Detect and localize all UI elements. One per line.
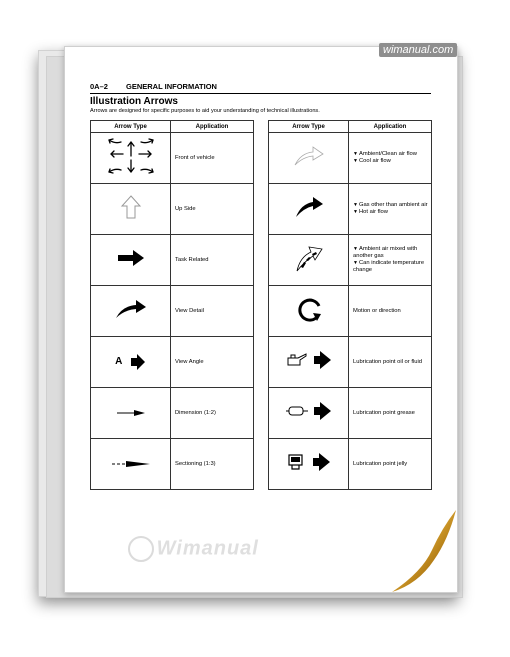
application-bullet: ▼ Gas other than ambient air (353, 202, 431, 209)
application-cell: Motion or direction (349, 286, 432, 337)
table-row (91, 337, 254, 388)
application-cell (349, 133, 432, 184)
application-bullet: ▼ Can indicate temperature change (353, 260, 431, 274)
motion-direction-arrow-icon (294, 296, 324, 322)
table-row (269, 235, 432, 286)
oil-can-arrow-icon (284, 349, 334, 371)
front-of-vehicle-arrows-icon (101, 134, 161, 178)
header-arrow-type: Arrow Type (91, 121, 171, 133)
watermark-top: wimanual.com (379, 43, 457, 57)
grease-gun-arrow-icon (284, 400, 334, 422)
arrow-type-cell (91, 235, 171, 286)
table-row (91, 439, 254, 490)
section-title: GENERAL INFORMATION (126, 82, 217, 91)
application-cell: Front of vehicle (171, 133, 254, 184)
page-header (90, 81, 431, 94)
dimension-arrow-icon (116, 409, 146, 417)
arrow-type-cell (269, 235, 349, 286)
application-cell: View Angle (171, 337, 254, 388)
arrow-type-cell (91, 286, 171, 337)
arrow-type-cell (269, 388, 349, 439)
application-cell (349, 235, 432, 286)
table-row (269, 286, 432, 337)
table-row (269, 388, 432, 439)
view-angle-letter: A (115, 356, 123, 368)
arrow-type-cell (269, 337, 349, 388)
arrow-type-cell (91, 439, 171, 490)
arrow-type-cell (91, 388, 171, 439)
sectioning-arrow-icon (111, 460, 151, 468)
page-number: 0A–2 (90, 82, 108, 91)
application-cell: View Detail (171, 286, 254, 337)
application-cell: Lubrication point oil or fluid (349, 337, 432, 388)
application-cell: Task Related (171, 235, 254, 286)
arrow-type-cell (269, 439, 349, 490)
arrow-type-cell (91, 337, 171, 388)
application-cell: Sectioning (1:3) (171, 439, 254, 490)
application-cell: Dimension (1:2) (171, 388, 254, 439)
page-curl-icon (388, 510, 458, 595)
arrow-table-left (90, 120, 254, 490)
table-row (91, 388, 254, 439)
mixed-air-arrow-icon (293, 243, 325, 273)
application-cell: Up Side (171, 184, 254, 235)
table-header-row (91, 121, 254, 133)
application-bullet: ▼ Hot air flow (353, 209, 431, 216)
table-row (91, 133, 254, 184)
page-title: Illustration Arrows (90, 96, 178, 107)
watermark-logo-icon (128, 536, 154, 562)
header-application: Application (349, 121, 432, 133)
arrow-type-cell (91, 184, 171, 235)
application-cell: Lubrication point jelly (349, 439, 432, 490)
application-bullet: ▼ Ambient/Clean air flow (353, 151, 431, 158)
table-row (91, 235, 254, 286)
gas-arrow-icon (293, 195, 325, 219)
table-row (269, 439, 432, 490)
table-row (269, 337, 432, 388)
task-related-arrow-icon (116, 249, 146, 267)
up-side-arrow-icon (119, 194, 143, 220)
page-subtitle: Arrows are designed for specific purposes to aid your understanding of technical illustrations. (90, 108, 320, 114)
application-cell: Lubrication point grease (349, 388, 432, 439)
table-row (269, 184, 432, 235)
arrow-type-cell (269, 133, 349, 184)
table-row (269, 133, 432, 184)
jelly-jar-arrow-icon (284, 451, 334, 473)
arrow-type-cell (269, 286, 349, 337)
header-application: Application (171, 121, 254, 133)
arrow-type-cell (91, 133, 171, 184)
watermark-bottom-text: Wimanual (156, 537, 259, 560)
view-angle-arrow-icon (130, 353, 146, 371)
header-arrow-type: Arrow Type (269, 121, 349, 133)
application-bullet: ▼ Cool air flow (353, 158, 431, 165)
table-header-row (269, 121, 432, 133)
watermark-bottom (128, 536, 259, 562)
ambient-air-arrow-icon (293, 145, 325, 167)
application-cell (349, 184, 432, 235)
view-detail-arrow-icon (114, 298, 148, 320)
application-bullet: ▼ Ambient air mixed with another gas (353, 246, 431, 260)
arrow-type-cell (269, 184, 349, 235)
arrow-table-right (268, 120, 432, 490)
table-row (91, 184, 254, 235)
table-row (91, 286, 254, 337)
